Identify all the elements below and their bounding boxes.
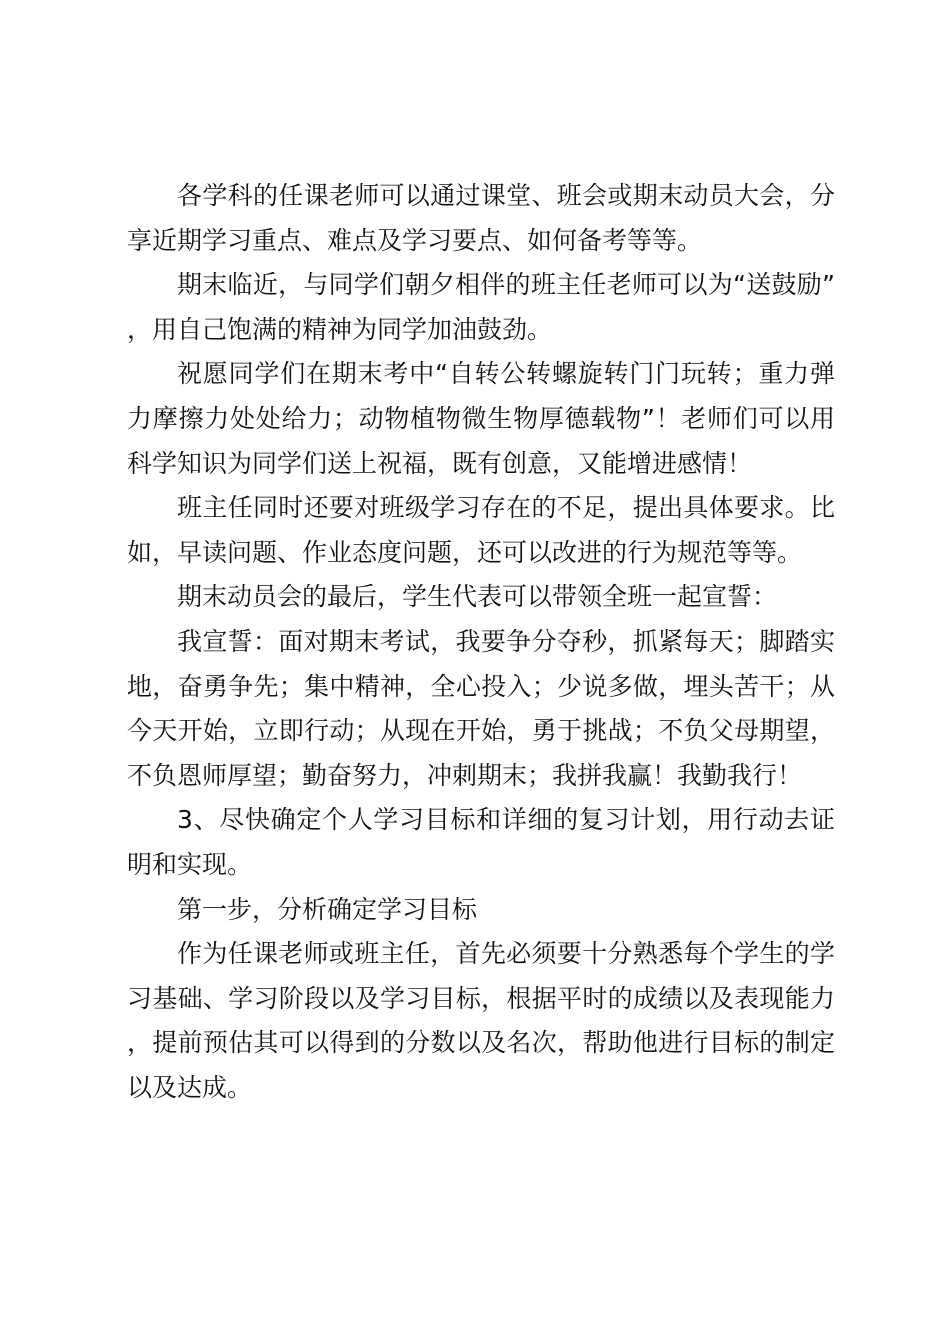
paragraph-science-blessing: 祝愿同学们在期末考中“自转公转螺旋转门门玩转；重力弹力摩擦力处处给力；动物植物微生物厚德载物”！老师们可以用科学知识为同学们送上祝福，既有创意，又能增进感情！ bbox=[127, 359, 835, 478]
paragraph-step-one-heading: 第一步，分析确定学习目标 bbox=[177, 894, 478, 924]
paragraph-homeroom-encouragement: 期末临近，与同学们朝夕相伴的班主任老师可以为“送鼓励”，用自己饱满的精神为同学加油鼓劲。 bbox=[127, 270, 835, 344]
paragraph-study-plan: 3、尽快确定个人学习目标和详细的复习计划，用行动去证明和实现。 bbox=[127, 805, 835, 879]
paragraph-oath-intro: 期末动员会的最后，学生代表可以带领全班一起宣誓： bbox=[177, 582, 778, 612]
paragraph-subject-teachers: 各学科的任课老师可以通过课堂、班会或期末动员大会，分享近期学习重点、难点及学习要点、如何备考等等。 bbox=[127, 181, 835, 255]
paragraph-step-one-body: 作为任课老师或班主任，首先必须要十分熟悉每个学生的学习基础、学习阶段以及学习目标，根据平时的成绩以及表现能力，提前预估其可以得到的分数以及名次，帮助他进行目标的制定以及达成。 bbox=[127, 939, 835, 1102]
document-page bbox=[127, 174, 835, 1110]
paragraph-oath: 我宣誓：面对期末考试，我要争分夺秒，抓紧每天；脚踏实地，奋勇争先；集中精神，全心投入；少说多做，埋头苦干；从今天开始，立即行动；从现在开始，勇于挑战；不负父母期望，不负恩师厚望；勤奋努力，冲刺期末；我拼我赢！我勤我行！ bbox=[127, 626, 835, 790]
paragraph-class-shortcomings: 班主任同时还要对班级学习存在的不足，提出具体要求。比如，早读问题、作业态度问题，还可以改进的行为规范等等。 bbox=[127, 493, 835, 567]
